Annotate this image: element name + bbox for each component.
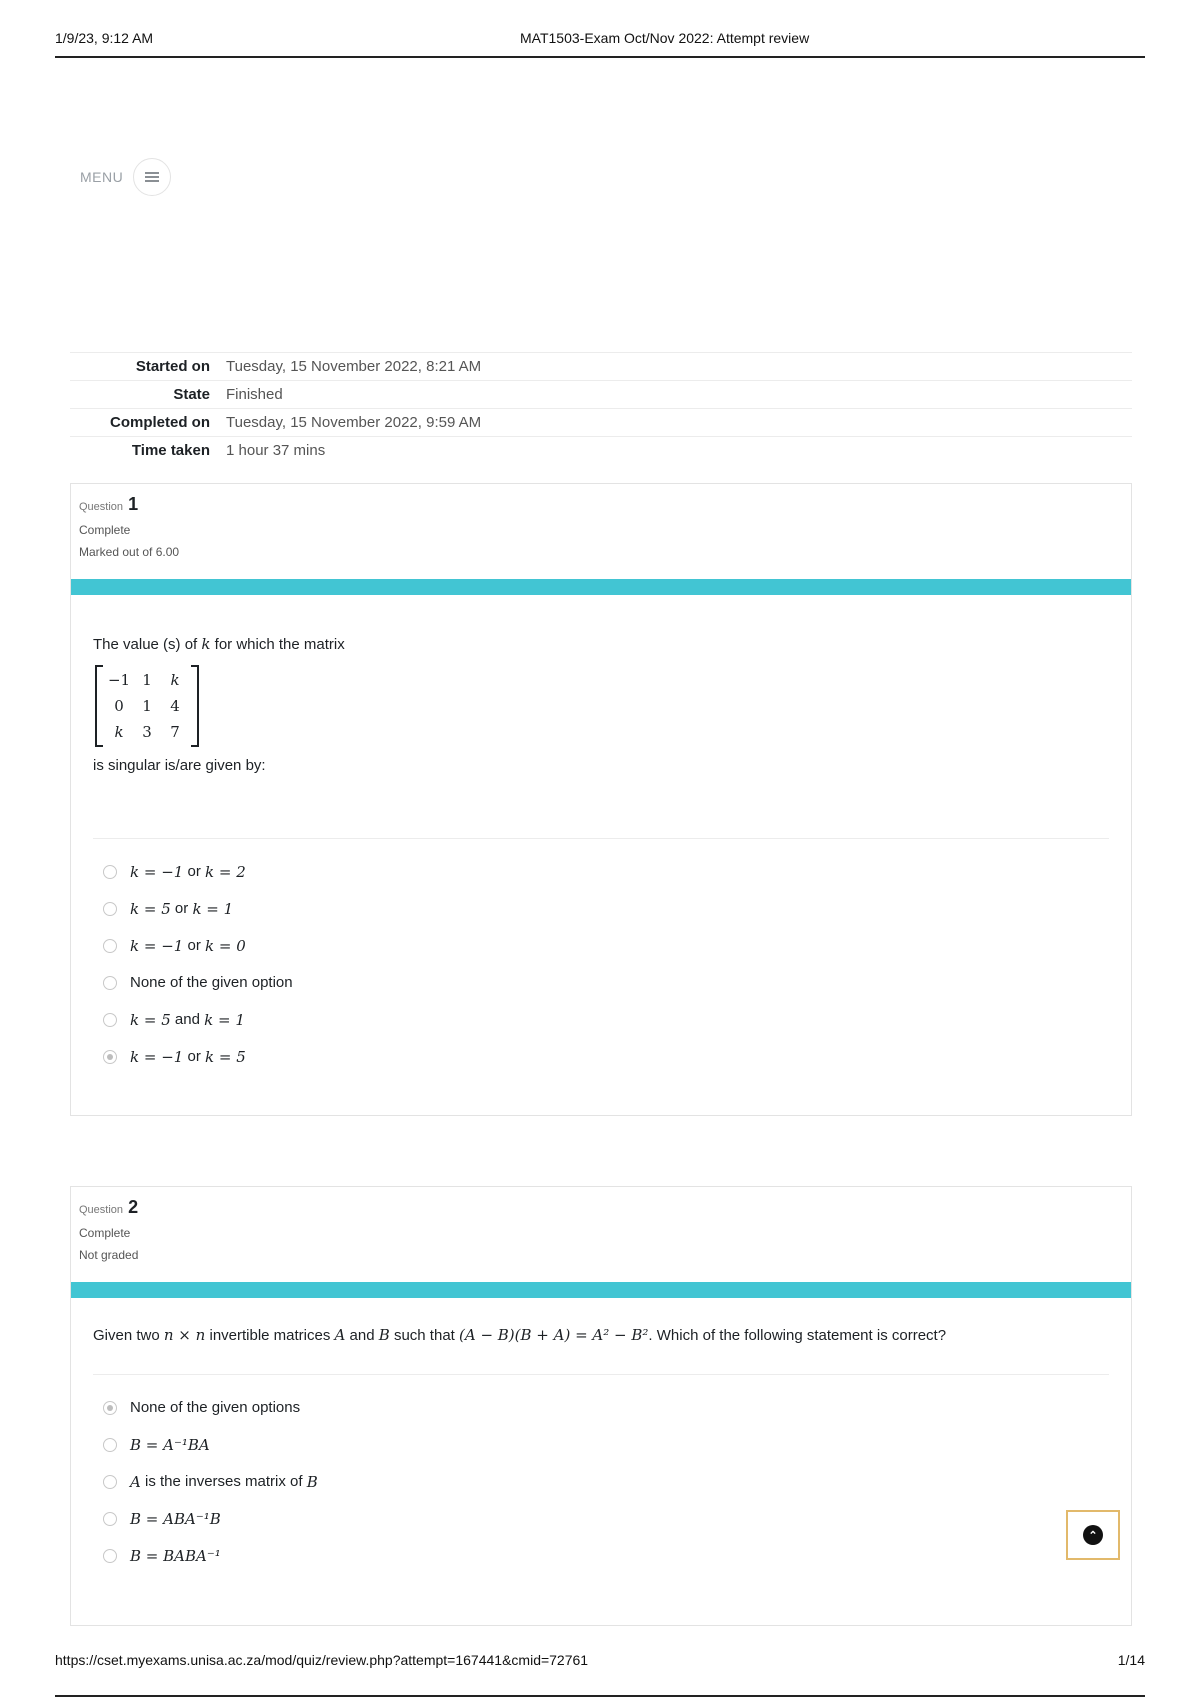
radio-button[interactable] bbox=[103, 1512, 117, 1526]
answer-math: k = 0 bbox=[205, 936, 246, 955]
matrix-cell: 4 bbox=[170, 697, 180, 715]
math-expression: n × n bbox=[163, 1326, 206, 1344]
print-header bbox=[55, 30, 1145, 58]
answer-option-selected[interactable] bbox=[103, 1389, 1109, 1426]
answer-text: None of the given option bbox=[130, 974, 293, 991]
attempt-summary bbox=[70, 352, 1132, 464]
answer-math: k = 5 bbox=[130, 899, 171, 918]
radio-button-checked[interactable] bbox=[103, 1050, 117, 1064]
answer-option[interactable] bbox=[103, 964, 1109, 1001]
radio-button[interactable] bbox=[103, 1438, 117, 1452]
answer-math: B = A⁻¹BA bbox=[130, 1435, 210, 1454]
answer-text: None of the given options bbox=[130, 1399, 301, 1416]
answer-math: k = 2 bbox=[205, 862, 246, 881]
back-to-top-button[interactable] bbox=[1066, 1510, 1120, 1560]
math-variable: B bbox=[378, 1326, 390, 1344]
matrix-cell: k bbox=[114, 723, 124, 741]
answer-option[interactable] bbox=[103, 927, 1109, 964]
print-datetime: 1/9/23, 9:12 AM bbox=[55, 30, 154, 46]
summary-label: Completed on bbox=[110, 414, 210, 431]
prompt-text: and bbox=[349, 1327, 375, 1344]
summary-label: State bbox=[173, 386, 210, 403]
question-text bbox=[71, 595, 1131, 1095]
matrix-cell: 7 bbox=[170, 723, 180, 741]
math-expression: (A − B)(B + A) = A² − B² bbox=[459, 1326, 649, 1344]
prompt-text: for which the matrix bbox=[214, 636, 345, 653]
answer-math: k = 5 bbox=[130, 1010, 171, 1029]
answer-math: k = −1 bbox=[130, 1047, 184, 1066]
summary-row bbox=[70, 380, 1132, 408]
question-2 bbox=[70, 1186, 1132, 1626]
question-prefix: Question bbox=[79, 501, 124, 513]
menu[interactable] bbox=[80, 158, 171, 196]
question-prompt bbox=[93, 635, 1109, 653]
summary-value: 1 hour 37 mins bbox=[226, 442, 326, 459]
summary-value: Tuesday, 15 November 2022, 9:59 AM bbox=[226, 414, 482, 431]
answer-math: B = ABA⁻¹B bbox=[130, 1509, 221, 1528]
question-state: Complete bbox=[79, 1226, 131, 1240]
answer-conj: or bbox=[187, 937, 201, 954]
matrix-cell: 3 bbox=[142, 723, 152, 741]
chevron-up-circle-icon: ⌃ bbox=[1083, 1525, 1103, 1545]
hamburger-icon bbox=[145, 172, 159, 182]
answer-math: k = 5 bbox=[205, 1047, 246, 1066]
answer-option-selected[interactable] bbox=[103, 1038, 1109, 1075]
answer-conj: and bbox=[174, 1011, 200, 1028]
question-grade: Not graded bbox=[79, 1248, 139, 1262]
matrix-cell: −1 bbox=[107, 671, 131, 689]
answer-math: k = 1 bbox=[192, 899, 234, 918]
prompt-text: The value (s) of bbox=[93, 636, 198, 653]
summary-value: Tuesday, 15 November 2022, 8:21 AM bbox=[226, 358, 482, 375]
matrix-cell: 1 bbox=[142, 697, 152, 715]
summary-value: Finished bbox=[226, 386, 283, 403]
answer-text: is the inverses matrix of bbox=[145, 1473, 303, 1490]
question-prompt bbox=[93, 1326, 1109, 1344]
summary-row bbox=[70, 436, 1132, 464]
radio-button[interactable] bbox=[103, 902, 117, 916]
radio-button-checked[interactable] bbox=[103, 1401, 117, 1415]
prompt-text: invertible matrices bbox=[209, 1327, 331, 1344]
prompt-text: such that bbox=[393, 1327, 455, 1344]
question-number-value: 1 bbox=[128, 494, 139, 514]
radio-button[interactable] bbox=[103, 1013, 117, 1027]
answer-option[interactable] bbox=[103, 1537, 1109, 1574]
answer-option[interactable] bbox=[103, 890, 1109, 927]
answer-option[interactable] bbox=[103, 1001, 1109, 1038]
answer-math: k = −1 bbox=[130, 936, 184, 955]
summary-label: Time taken bbox=[131, 442, 210, 459]
answer-conj: or bbox=[187, 863, 201, 880]
question-prompt-end: is singular is/are given by: bbox=[93, 757, 266, 774]
radio-button[interactable] bbox=[103, 939, 117, 953]
radio-button[interactable] bbox=[103, 1549, 117, 1563]
matrix-cell: 1 bbox=[142, 671, 152, 689]
math-variable: A bbox=[334, 1326, 346, 1344]
summary-label: Started on bbox=[135, 358, 210, 375]
answer-option[interactable] bbox=[103, 1500, 1109, 1537]
summary-row bbox=[70, 408, 1132, 436]
print-footer bbox=[55, 1652, 1145, 1697]
math-variable: k bbox=[201, 635, 211, 653]
matrix-cell: k bbox=[170, 671, 180, 689]
radio-button[interactable] bbox=[103, 1475, 117, 1489]
answer-option[interactable] bbox=[103, 1426, 1109, 1463]
summary-row bbox=[70, 352, 1132, 380]
question-bar bbox=[71, 1282, 1131, 1298]
matrix bbox=[95, 665, 199, 747]
question-1 bbox=[70, 483, 1132, 1116]
answer-list bbox=[93, 1389, 1109, 1574]
answer-option[interactable] bbox=[103, 1463, 1109, 1500]
question-info bbox=[71, 484, 1131, 579]
radio-button[interactable] bbox=[103, 865, 117, 879]
radio-button[interactable] bbox=[103, 976, 117, 990]
answer-math: k = 1 bbox=[204, 1010, 245, 1029]
question-grade: Marked out of 6.00 bbox=[79, 545, 180, 559]
answer-math: B bbox=[306, 1472, 318, 1491]
answer-list bbox=[93, 853, 1109, 1075]
matrix-cell: 0 bbox=[114, 697, 124, 715]
question-number-value: 2 bbox=[128, 1197, 139, 1217]
prompt-text: Given two bbox=[93, 1327, 160, 1344]
question-number bbox=[79, 1197, 1123, 1218]
question-info bbox=[71, 1187, 1131, 1282]
prompt-text: . Which of the following statement is correct? bbox=[648, 1327, 947, 1344]
answer-conj: or bbox=[174, 900, 189, 917]
question-text bbox=[71, 1298, 1131, 1594]
print-page-title: MAT1503-Exam Oct/Nov 2022: Attempt review bbox=[520, 30, 810, 46]
answer-conj: or bbox=[187, 1048, 201, 1065]
answer-math: k = −1 bbox=[130, 862, 184, 881]
question-state: Complete bbox=[79, 523, 131, 537]
print-url: https://cset.myexams.unisa.ac.za/mod/quiz/review.php?attempt=167441&cmid=72761 bbox=[55, 1652, 589, 1668]
menu-button[interactable] bbox=[133, 158, 171, 196]
divider bbox=[93, 838, 1109, 839]
menu-label[interactable]: MENU bbox=[80, 169, 124, 185]
answer-option[interactable] bbox=[103, 853, 1109, 890]
answer-math: B = BABA⁻¹ bbox=[130, 1546, 221, 1565]
page-number: 1/14 bbox=[1117, 1652, 1145, 1668]
answer-math: A bbox=[130, 1472, 141, 1491]
question-number bbox=[79, 494, 1123, 515]
question-prefix: Question bbox=[79, 1204, 124, 1216]
divider bbox=[93, 1374, 1109, 1375]
question-bar bbox=[71, 579, 1131, 595]
